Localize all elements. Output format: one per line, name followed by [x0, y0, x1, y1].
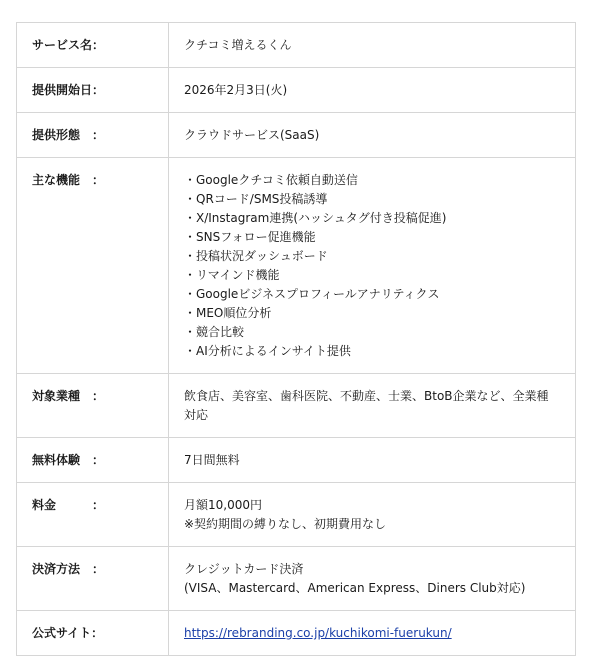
row-label: 提供開始日：	[17, 68, 169, 113]
row-label: 提供形態 ：	[17, 113, 169, 158]
list-item: ・X/Instagram連携(ハッシュタグ付き投稿促進)	[184, 211, 447, 225]
row-label: 主な機能 ：	[17, 158, 169, 374]
table-row-service-name	[17, 23, 576, 68]
free-trial-value: 7日間無料	[184, 453, 240, 467]
table-row-free-trial	[17, 438, 576, 483]
row-label: 公式サイト：	[17, 611, 169, 656]
list-item: ・Googleビジネスプロフィールアナリティクス	[184, 287, 440, 301]
list-item: ・AI分析によるインサイト提供	[184, 344, 351, 358]
table-row-official-site	[17, 611, 576, 656]
service-name-value: クチコミ増えるくん	[184, 38, 292, 52]
table-row-delivery-form	[17, 113, 576, 158]
official-site-link[interactable]: https://rebranding.co.jp/kuchikomi-fuerukun/	[184, 626, 452, 640]
price-value: 月額10,000円	[184, 498, 262, 512]
row-label: 決済方法 ：	[17, 547, 169, 611]
list-item: ・投稿状況ダッシュボード	[184, 249, 328, 263]
row-value	[169, 113, 576, 158]
row-value	[169, 23, 576, 68]
row-value	[169, 374, 576, 438]
row-label: 対象業種 ：	[17, 374, 169, 438]
feature-list	[184, 171, 561, 361]
row-label: 無料体験 ：	[17, 438, 169, 483]
list-item: ・MEO順位分析	[184, 306, 272, 320]
row-value	[169, 483, 576, 547]
row-label: サービス名：	[17, 23, 169, 68]
price-note: ※契約期間の縛りなし、初期費用なし	[184, 517, 387, 531]
table-row-target-industries	[17, 374, 576, 438]
row-value	[169, 547, 576, 611]
list-item: ・競合比較	[184, 325, 245, 339]
row-value	[169, 438, 576, 483]
list-item: ・Googleクチコミ依頼自動送信	[184, 173, 358, 187]
payment-method-value: クレジットカード決済	[184, 562, 304, 576]
start-date-value: 2026年2月3日(火)	[184, 83, 288, 97]
delivery-form-value: クラウドサービス(SaaS)	[184, 128, 320, 142]
service-info-table	[16, 22, 576, 656]
row-value	[169, 611, 576, 656]
table-row-price	[17, 483, 576, 547]
payment-cards-note: (VISA、Mastercard、American Express、Diners Club対応)	[184, 581, 526, 595]
target-industries-value-continued: 対応	[184, 408, 209, 422]
row-value	[169, 158, 576, 374]
table-row-features	[17, 158, 576, 374]
list-item: ・SNSフォロー促進機能	[184, 230, 316, 244]
table-row-payment-method	[17, 547, 576, 611]
list-item: ・QRコード/SMS投稿誘導	[184, 192, 328, 206]
row-value	[169, 68, 576, 113]
table-row-start-date	[17, 68, 576, 113]
list-item: ・リマインド機能	[184, 268, 280, 282]
row-label: 料金 ：	[17, 483, 169, 547]
target-industries-value: 飲食店、美容室、歯科医院、不動産、士業、BtoB企業など、全業種	[184, 389, 549, 403]
